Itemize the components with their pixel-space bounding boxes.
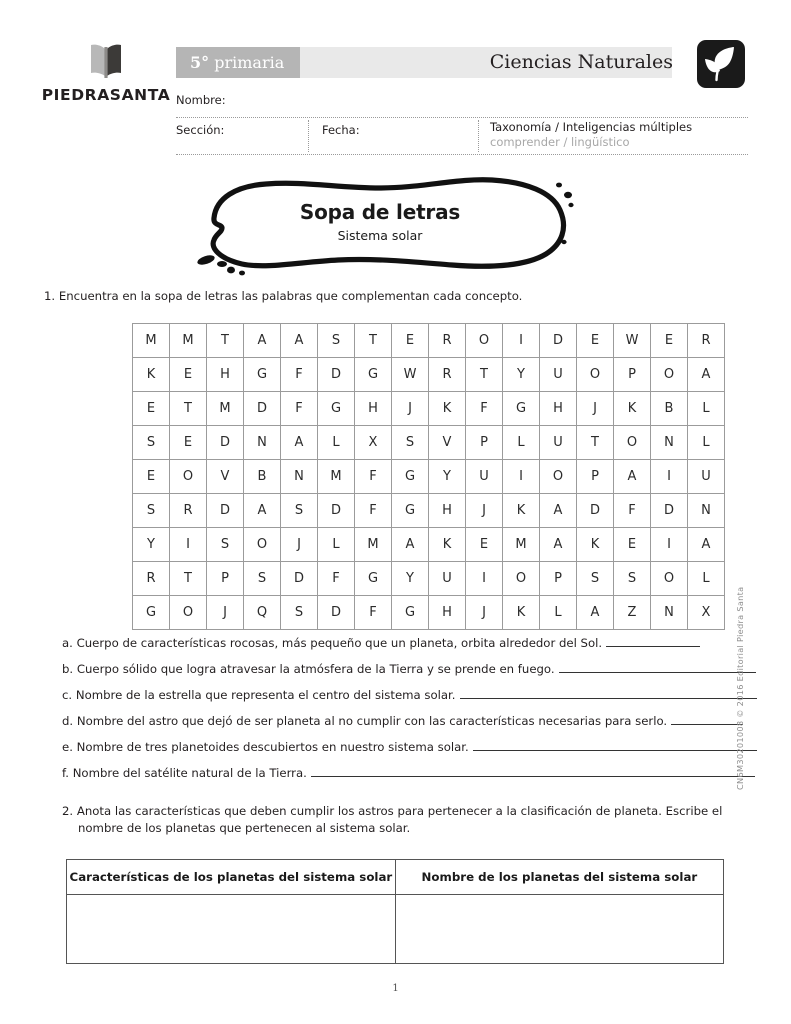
- word-search-cell[interactable]: E: [133, 392, 170, 426]
- word-search-cell[interactable]: J: [281, 528, 318, 562]
- word-search-body: [133, 324, 725, 630]
- name-label: Nombre:: [176, 93, 226, 107]
- word-search-cell[interactable]: J: [392, 392, 429, 426]
- word-search-cell[interactable]: E: [651, 324, 688, 358]
- word-search-cell[interactable]: G: [392, 460, 429, 494]
- word-search-cell[interactable]: O: [651, 562, 688, 596]
- word-search-cell[interactable]: H: [429, 596, 466, 630]
- word-search-cell[interactable]: U: [429, 562, 466, 596]
- word-search-cell[interactable]: O: [170, 460, 207, 494]
- word-search-cell[interactable]: L: [318, 528, 355, 562]
- word-search-cell[interactable]: I: [651, 460, 688, 494]
- word-search-cell[interactable]: H: [429, 494, 466, 528]
- word-search-cell[interactable]: V: [429, 426, 466, 460]
- word-search-cell[interactable]: G: [318, 392, 355, 426]
- word-search-cell[interactable]: P: [577, 460, 614, 494]
- word-search-cell[interactable]: O: [244, 528, 281, 562]
- word-search-cell[interactable]: E: [133, 460, 170, 494]
- word-search-cell[interactable]: F: [355, 494, 392, 528]
- answer-table-header-row: [67, 860, 724, 895]
- word-search-cell[interactable]: A: [540, 494, 577, 528]
- word-search-cell[interactable]: O: [651, 358, 688, 392]
- question-answer-blank[interactable]: [473, 741, 757, 751]
- word-search-cell[interactable]: U: [540, 358, 577, 392]
- title-banner: [170, 172, 590, 292]
- word-search-cell[interactable]: S: [281, 596, 318, 630]
- word-search-cell[interactable]: R: [429, 358, 466, 392]
- word-search-cell[interactable]: M: [170, 324, 207, 358]
- word-search-cell[interactable]: M: [318, 460, 355, 494]
- word-search-cell[interactable]: F: [355, 596, 392, 630]
- word-search-cell[interactable]: A: [244, 494, 281, 528]
- word-search-cell[interactable]: R: [429, 324, 466, 358]
- word-search-cell[interactable]: A: [281, 426, 318, 460]
- objective-block: [490, 120, 692, 149]
- grade-number: 5°: [190, 53, 210, 72]
- publisher-logo: [38, 42, 174, 104]
- word-search-cell[interactable]: I: [170, 528, 207, 562]
- word-search-cell[interactable]: D: [540, 324, 577, 358]
- word-search-cell[interactable]: O: [503, 562, 540, 596]
- question-text: f. Nombre del satélite natural de la Tierra.: [62, 766, 307, 780]
- word-search-cell[interactable]: I: [466, 562, 503, 596]
- instruction-1: 1. Encuentra en la sopa de letras las palabras que complementan cada concepto.: [44, 289, 523, 303]
- question-item: [62, 636, 762, 662]
- word-search-cell[interactable]: G: [355, 562, 392, 596]
- word-search-cell[interactable]: M: [503, 528, 540, 562]
- date-label: Fecha:: [322, 123, 360, 137]
- word-search-cell[interactable]: A: [540, 528, 577, 562]
- open-book-glyph: [83, 42, 129, 80]
- word-search-cell[interactable]: K: [133, 358, 170, 392]
- word-search-cell[interactable]: S: [318, 324, 355, 358]
- word-search-row: [133, 358, 725, 392]
- word-search-cell[interactable]: F: [355, 460, 392, 494]
- word-search-cell[interactable]: S: [244, 562, 281, 596]
- word-search-cell[interactable]: L: [688, 392, 725, 426]
- word-search-cell[interactable]: Y: [392, 562, 429, 596]
- word-search-cell[interactable]: T: [355, 324, 392, 358]
- word-search-cell[interactable]: L: [688, 562, 725, 596]
- question-item: [62, 688, 762, 714]
- leaf-plant-icon: [697, 40, 745, 88]
- question-item: [62, 740, 762, 766]
- word-search-cell[interactable]: L: [540, 596, 577, 630]
- word-search-cell[interactable]: K: [429, 528, 466, 562]
- word-search-cell[interactable]: F: [614, 494, 651, 528]
- word-search-cell[interactable]: D: [577, 494, 614, 528]
- objective-sub: comprender / lingüístico: [490, 134, 630, 149]
- word-search-cell[interactable]: G: [392, 596, 429, 630]
- page-number: 1: [392, 983, 399, 994]
- banner-subtitle: Sistema solar: [337, 228, 423, 243]
- word-search-cell[interactable]: N: [651, 426, 688, 460]
- word-search-row: [133, 494, 725, 528]
- word-search-cell[interactable]: S: [281, 494, 318, 528]
- word-search-cell[interactable]: H: [355, 392, 392, 426]
- word-search-cell[interactable]: K: [614, 392, 651, 426]
- word-search-cell[interactable]: K: [577, 528, 614, 562]
- answer-table-head: [67, 860, 724, 895]
- form-row-name: [176, 88, 748, 118]
- word-search-cell[interactable]: X: [688, 596, 725, 630]
- word-search-cell[interactable]: L: [503, 426, 540, 460]
- question-answer-blank[interactable]: [606, 637, 700, 647]
- word-search-cell[interactable]: P: [540, 562, 577, 596]
- question-text: b. Cuerpo sólido que logra atravesar la atmósfera de la Tierra y se prende en fuego.: [62, 662, 555, 676]
- divider-section-date: [308, 120, 309, 152]
- word-search-cell[interactable]: S: [207, 528, 244, 562]
- word-search-cell[interactable]: D: [207, 426, 244, 460]
- word-search-cell[interactable]: D: [244, 392, 281, 426]
- word-search-cell[interactable]: F: [466, 392, 503, 426]
- word-search-cell[interactable]: T: [207, 324, 244, 358]
- banner-title: Sopa de letras: [299, 200, 461, 224]
- question-answer-blank[interactable]: [460, 689, 757, 699]
- word-search-row: [133, 596, 725, 630]
- word-search-cell[interactable]: A: [688, 528, 725, 562]
- word-search-cell[interactable]: O: [466, 324, 503, 358]
- word-search-cell[interactable]: G: [503, 392, 540, 426]
- grade-label: primaria: [214, 53, 285, 72]
- word-search-row: [133, 562, 725, 596]
- word-search-cell[interactable]: U: [688, 460, 725, 494]
- word-search-cell[interactable]: H: [540, 392, 577, 426]
- word-search-cell[interactable]: K: [503, 596, 540, 630]
- word-search-cell[interactable]: E: [614, 528, 651, 562]
- word-search-cell[interactable]: D: [651, 494, 688, 528]
- word-search-cell[interactable]: Y: [429, 460, 466, 494]
- word-search-cell[interactable]: A: [688, 358, 725, 392]
- word-search-cell[interactable]: A: [244, 324, 281, 358]
- copyright-sidebar: CN6M30201008 © 2016 Editorial Piedra Santa: [735, 586, 745, 790]
- word-search-cell[interactable]: T: [170, 562, 207, 596]
- word-search-cell[interactable]: B: [651, 392, 688, 426]
- word-search-cell[interactable]: N: [651, 596, 688, 630]
- word-search-cell[interactable]: A: [614, 460, 651, 494]
- word-search-cell[interactable]: W: [392, 358, 429, 392]
- answer-table-header-characteristics: Características de los planetas del sistema solar: [67, 860, 396, 895]
- grade-badge: [176, 47, 300, 78]
- word-search-cell[interactable]: G: [392, 494, 429, 528]
- question-item: [62, 662, 762, 688]
- word-search-cell[interactable]: P: [466, 426, 503, 460]
- answer-table-body: [67, 895, 724, 964]
- word-search-cell[interactable]: L: [318, 426, 355, 460]
- word-search-cell[interactable]: E: [170, 426, 207, 460]
- word-search-cell[interactable]: P: [207, 562, 244, 596]
- planets-answer-table[interactable]: [66, 859, 724, 964]
- word-search-cell[interactable]: S: [614, 562, 651, 596]
- word-search-cell[interactable]: F: [281, 358, 318, 392]
- question-answer-blank[interactable]: [671, 715, 743, 725]
- question-answer-blank[interactable]: [311, 767, 755, 777]
- word-search-cell[interactable]: Y: [133, 528, 170, 562]
- question-answer-blank[interactable]: [559, 663, 756, 673]
- word-search-cell[interactable]: M: [133, 324, 170, 358]
- open-book-icon: [83, 42, 129, 80]
- word-search-cell[interactable]: A: [281, 324, 318, 358]
- answer-table-header-names: Nombre de los planetas del sistema solar: [395, 860, 723, 895]
- word-search-cell[interactable]: I: [503, 324, 540, 358]
- question-text: d. Nombre del astro que dejó de ser planeta al no cumplir con las características necesarias para serlo.: [62, 714, 668, 728]
- word-search-cell[interactable]: T: [170, 392, 207, 426]
- word-search-cell[interactable]: N: [244, 426, 281, 460]
- word-search-cell[interactable]: Z: [614, 596, 651, 630]
- word-search-cell[interactable]: M: [355, 528, 392, 562]
- word-search-cell[interactable]: N: [688, 494, 725, 528]
- word-search-cell[interactable]: E: [466, 528, 503, 562]
- word-search-cell[interactable]: E: [170, 358, 207, 392]
- section-label: Sección:: [176, 123, 225, 137]
- table-row: [67, 895, 724, 964]
- word-search-row: [133, 392, 725, 426]
- word-search-cell[interactable]: D: [318, 494, 355, 528]
- questions-list: [62, 636, 762, 792]
- banner-text: [170, 200, 590, 243]
- word-search-cell[interactable]: J: [577, 392, 614, 426]
- word-search-cell[interactable]: M: [207, 392, 244, 426]
- word-search-cell[interactable]: G: [355, 358, 392, 392]
- word-search-cell[interactable]: N: [281, 460, 318, 494]
- publisher-wordmark: PIEDRASANTA: [41, 86, 171, 104]
- word-search-cell[interactable]: E: [577, 324, 614, 358]
- leaf-plant-glyph: [704, 46, 738, 82]
- word-search-cell[interactable]: G: [244, 358, 281, 392]
- question-text: a. Cuerpo de características rocosas, más pequeño que un planeta, orbita alrededor del Sol.: [62, 636, 603, 650]
- word-search-cell[interactable]: J: [466, 494, 503, 528]
- word-search-cell[interactable]: G: [133, 596, 170, 630]
- word-search-cell[interactable]: D: [207, 494, 244, 528]
- word-search-cell[interactable]: E: [392, 324, 429, 358]
- word-search-cell[interactable]: D: [318, 596, 355, 630]
- word-search-cell[interactable]: O: [540, 460, 577, 494]
- word-search-cell[interactable]: F: [318, 562, 355, 596]
- form-row-section-date: [176, 118, 748, 155]
- question-item: [62, 766, 762, 792]
- word-search-cell[interactable]: J: [466, 596, 503, 630]
- word-search-row: [133, 528, 725, 562]
- word-search-cell[interactable]: I: [651, 528, 688, 562]
- word-search-cell[interactable]: O: [170, 596, 207, 630]
- word-search-cell[interactable]: D: [281, 562, 318, 596]
- word-search-cell[interactable]: T: [466, 358, 503, 392]
- page-header: [0, 0, 791, 170]
- word-search-cell[interactable]: S: [133, 494, 170, 528]
- word-search-cell[interactable]: J: [207, 596, 244, 630]
- word-search-cell[interactable]: V: [207, 460, 244, 494]
- word-search-cell[interactable]: K: [503, 494, 540, 528]
- word-search-cell[interactable]: B: [244, 460, 281, 494]
- word-search-cell[interactable]: R: [688, 324, 725, 358]
- divider-date-objective: [478, 120, 479, 152]
- word-search-cell[interactable]: Q: [244, 596, 281, 630]
- word-search-cell[interactable]: R: [133, 562, 170, 596]
- word-search-cell[interactable]: O: [577, 358, 614, 392]
- word-search-cell[interactable]: F: [281, 392, 318, 426]
- objective-main: Taxonomía / Inteligencias múltiples: [490, 120, 693, 134]
- answer-cell-characteristics[interactable]: [67, 895, 396, 964]
- word-search-cell[interactable]: U: [466, 460, 503, 494]
- word-search-cell[interactable]: L: [688, 426, 725, 460]
- subject-title: Ciencias Naturales: [489, 51, 673, 73]
- question-item: [62, 714, 762, 740]
- word-search-cell[interactable]: D: [318, 358, 355, 392]
- word-search-cell[interactable]: K: [429, 392, 466, 426]
- word-search-cell[interactable]: A: [392, 528, 429, 562]
- answer-cell-names[interactable]: [395, 895, 723, 964]
- word-search-cell[interactable]: S: [392, 426, 429, 460]
- word-search-cell[interactable]: R: [170, 494, 207, 528]
- word-search-cell[interactable]: I: [503, 460, 540, 494]
- student-form-area: [176, 88, 748, 155]
- word-search-row: [133, 426, 725, 460]
- word-search-cell[interactable]: P: [614, 358, 651, 392]
- word-search-cell[interactable]: H: [207, 358, 244, 392]
- word-search-cell[interactable]: S: [577, 562, 614, 596]
- word-search-cell[interactable]: A: [577, 596, 614, 630]
- word-search-cell[interactable]: O: [614, 426, 651, 460]
- question-text: c. Nombre de la estrella que representa el centro del sistema solar.: [62, 688, 456, 702]
- word-search-cell[interactable]: X: [355, 426, 392, 460]
- word-search-cell[interactable]: U: [540, 426, 577, 460]
- instruction-2: 2. Anota las características que deben cumplir los astros para pertenecer a la clasificación de planeta. Escribe el nombre de los planetas que pertenecen al sistema solar.: [62, 804, 723, 835]
- question-text: e. Nombre de tres planetoides descubiertos en nuestro sistema solar.: [62, 740, 469, 754]
- word-search-grid[interactable]: [132, 323, 725, 630]
- word-search-row: [133, 460, 725, 494]
- word-search-cell[interactable]: S: [133, 426, 170, 460]
- word-search-cell[interactable]: Y: [503, 358, 540, 392]
- word-search-row: [133, 324, 725, 358]
- word-search-cell[interactable]: W: [614, 324, 651, 358]
- word-search-cell[interactable]: T: [577, 426, 614, 460]
